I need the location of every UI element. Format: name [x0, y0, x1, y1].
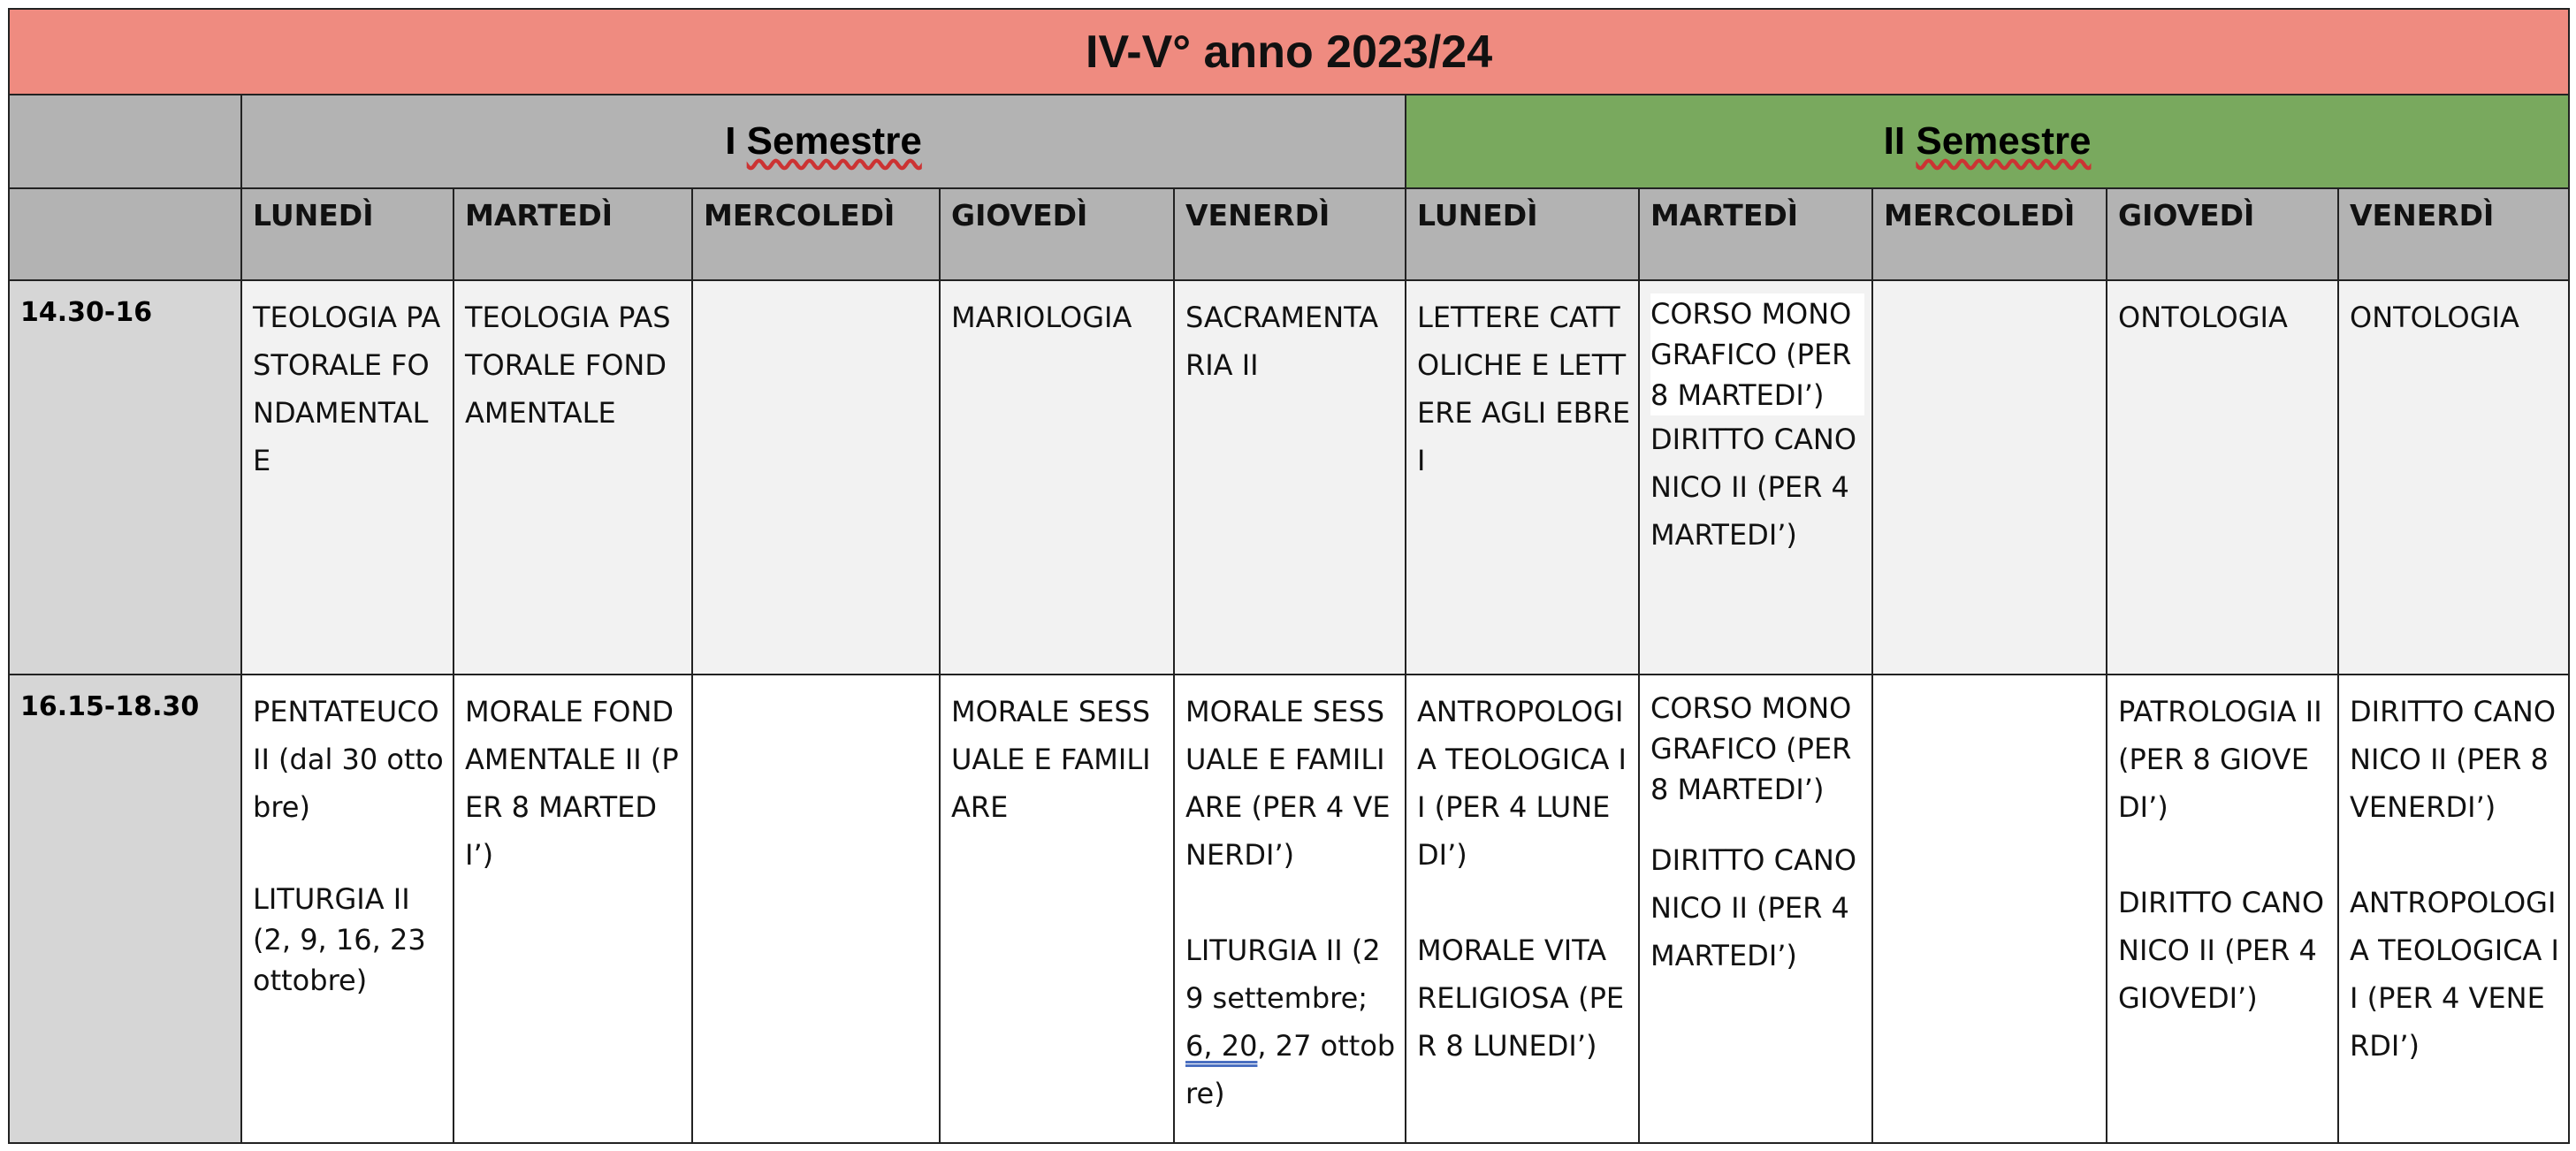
course-entry: DIRITTO CANONICO II (PER 8 VENERDI’): [2350, 695, 2556, 824]
course-cell: [2338, 675, 2569, 1143]
course-entry: MORALE SESSUALE E FAMILIARE (PER 4 VENERDI’): [1185, 695, 1391, 872]
empty-cell: [692, 280, 940, 675]
timetable: [8, 8, 2570, 1144]
course-entry: ANTROPOLOGIA TEOLOGICA II (PER 4 LUNEDI’): [1417, 695, 1627, 872]
course-cell: TEOLOGIA PASTORALE FONDAMENTALE: [453, 280, 692, 675]
day-header: LUNEDÌ: [1406, 188, 1639, 280]
course-cell: TEOLOGIA PASTORALE FONDAMENTALE: [241, 280, 453, 675]
second-semester-header: [1406, 95, 2569, 188]
course-cell: ONTOLOGIA: [2107, 280, 2338, 675]
course-cell: [2107, 675, 2338, 1143]
liturgy-dates-end: , 27 ottobre): [1185, 1029, 1396, 1110]
first-semester-prefix: I: [725, 119, 747, 163]
course-entry: MORALE VITA RELIGIOSA (PER 8 LUNEDI’): [1417, 934, 1625, 1063]
course-entry: DIRITTO CANONICO II (PER 4 MARTEDI’): [1650, 423, 1856, 552]
course-entry: PENTATEUCO II (dal 30 ottobre): [253, 695, 444, 824]
corner-cell: [9, 95, 241, 188]
course-cell: MORALE SESSUALE E FAMILIARE: [940, 675, 1174, 1143]
course-entry: DIRITTO CANONICO II (PER 4 MARTEDI’): [1650, 843, 1856, 972]
first-semester-header: [241, 95, 1406, 188]
course-cell: MORALE FONDAMENTALE II (PER 8 MARTEDI’): [453, 675, 692, 1143]
course-entry: CORSO MONOGRAFICO (PER 8 MARTEDI’): [1650, 293, 1864, 415]
day-header: MARTEDÌ: [1639, 188, 1872, 280]
course-cell: ONTOLOGIA: [2338, 280, 2569, 675]
day-header: GIOVEDÌ: [940, 188, 1174, 280]
course-cell: SACRAMENTARIA II: [1174, 280, 1406, 675]
day-header: VENERDÌ: [1174, 188, 1406, 280]
course-cell: [241, 675, 453, 1143]
day-header: MERCOLEDÌ: [692, 188, 940, 280]
empty-cell: [1872, 675, 2107, 1143]
course-entry: LITURGIA II (2, 9, 16, 23 ottobre): [253, 882, 426, 997]
empty-cell: [1872, 280, 2107, 675]
course-entry: ANTROPOLOGIA TEOLOGICA II (PER 4 VENERDI’): [2350, 886, 2559, 1063]
empty-cell: [692, 675, 940, 1143]
course-cell: [1639, 280, 1872, 675]
day-header: LUNEDÌ: [241, 188, 453, 280]
course-cell: [1174, 675, 1406, 1143]
course-entry: [1185, 926, 1398, 1117]
table-title: IV-V° anno 2023/24: [9, 9, 2569, 95]
time-slot-label: 16.15-18.30: [9, 675, 241, 1143]
day-header: VENERDÌ: [2338, 188, 2569, 280]
corner-cell: [9, 188, 241, 280]
course-entry: PATROLOGIA II (PER 8 GIOVEDI’): [2118, 695, 2322, 824]
course-cell: [1406, 675, 1639, 1143]
course-cell: MARIOLOGIA: [940, 280, 1174, 675]
second-semester-prefix: II: [1883, 119, 1917, 163]
time-slot-label: 14.30-16: [9, 280, 241, 675]
course-cell: LETTERE CATTOLICHE E LETTERE AGLI EBREI: [1406, 280, 1639, 675]
course-entry: CORSO MONOGRAFICO (PER 8 MARTEDI’): [1650, 691, 1852, 806]
day-header: MERCOLEDÌ: [1872, 188, 2107, 280]
day-header: GIOVEDÌ: [2107, 188, 2338, 280]
day-header: MARTEDÌ: [453, 188, 692, 280]
second-semester-word: Semestre: [1916, 119, 2092, 163]
liturgy-dates-underlined: 6, 20: [1185, 1029, 1258, 1063]
course-entry: DIRITTO CANONICO II (PER 4 GIOVEDI’): [2118, 886, 2324, 1015]
first-semester-word: Semestre: [746, 119, 922, 163]
liturgy-dates-start: LITURGIA II (29 settembre;: [1185, 934, 1381, 1015]
course-cell: [1639, 675, 1872, 1143]
